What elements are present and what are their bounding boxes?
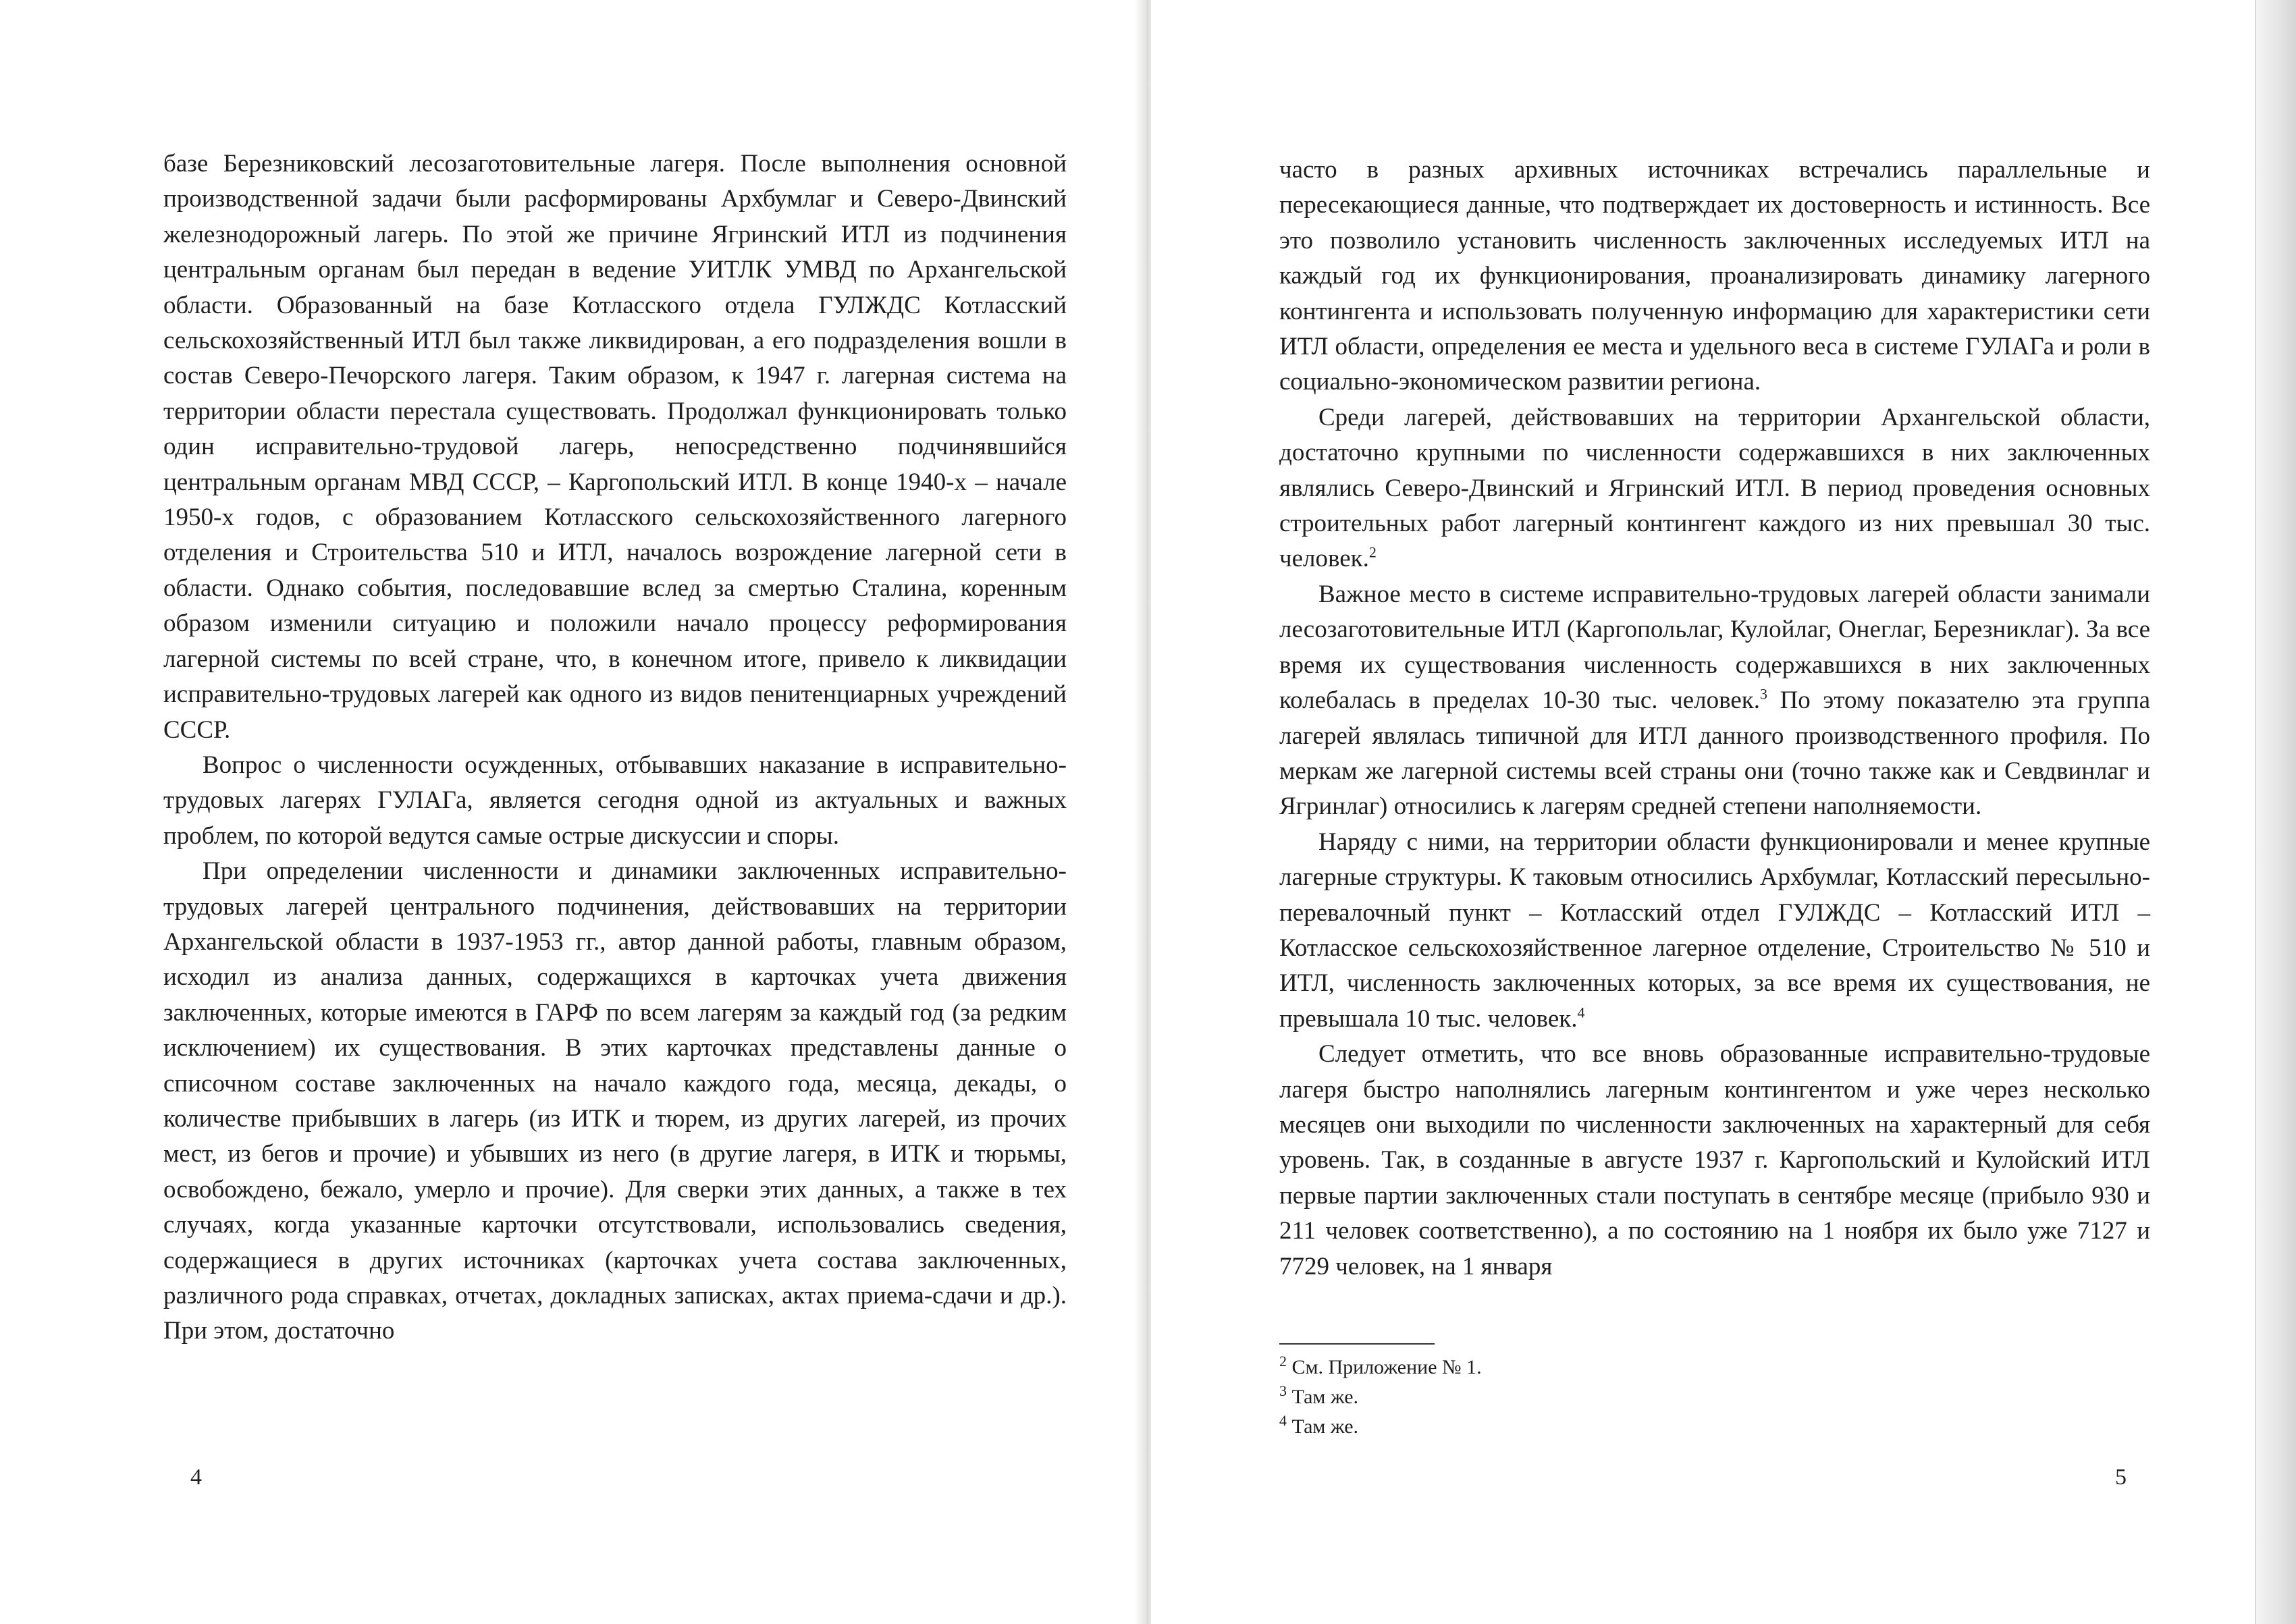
footnote-mark: 2 (1279, 1353, 1287, 1370)
page-number: 4 (190, 1465, 202, 1490)
footnote (1279, 1353, 1887, 1382)
paragraph-text: часто в разных архивных источниках встречались параллельные и пересекающиеся данные, что подтверждает их достоверность и истинность. Все это позволило установить численность заключенных исследуемых ИТЛ на каждый год их функционирования, проанализировать динамику лагерного контингента и использовать полученную информацию для характеристики сети ИТЛ области, определения ее места и удельного веса в системе ГУЛАГа и роли в социально-экономическом развитии региона. (1279, 156, 2150, 396)
paragraph-text: Следует отметить, что все вновь образованные исправительно-трудовые лагеря быстро наполнялись лагерным контингентом и уже через несколько месяцев они выходили по численности заключенных на характерный для себя уровень. Так, в созданные в августе 1937 г. Каргопольский и Кулойский ИТЛ первые партии заключенных стали поступать в сентябре месяце (прибыло 930 и 211 человек соответственно), а по состоянию на 1 ноября их было уже 7127 и 7729 человек, на 1 января (1279, 1040, 2150, 1280)
footnote-ref: 3 (1759, 685, 1767, 703)
footnote-ref: 2 (1368, 544, 1377, 562)
footnote (1279, 1382, 1887, 1412)
right-page (1151, 0, 2258, 1624)
paragraph-text: Среди лагерей, действовавших на территории Архангельской области, достаточно крупными по численности содержавшихся в них заключенных являлись Северо-Двинский и Ягринский ИТЛ. В период проведения основных строительных работ лагерный контингент каждого из них превышал 30 тыс. человек. (1279, 403, 2150, 573)
paragraph-text: По этому показателю эта группа лагерей являлась типичной для ИТЛ данного производственного профиля. По меркам же лагерной системы всей страны они (точно также как и Севдвинлаг и Ягринлаг) относились к лагерям средней степени наполняемости. (1279, 686, 2150, 821)
left-page (0, 0, 1144, 1624)
paragraph (1279, 400, 2150, 577)
footnote-text: См. Приложение № 1. (1291, 1356, 1482, 1378)
footnote-mark: 4 (1279, 1412, 1287, 1429)
footnote-text: Там же. (1291, 1386, 1359, 1408)
paragraph: базе Березниковский лесозаготовительные лагеря. После выполнения основной производственной задачи были расформированы Архбумлаг и Северо-Двинский железнодорожный лагерь. По этой же причине Ягринский ИТЛ из подчинения центральным органам был передан в ведение УИТЛК УМВД по Архангельской области. Образованный на базе Котласского отдела ГУЛЖДС Котласский сельскохозяйственный ИТЛ был также ликвидирован, а его подразделения вошли в состав Северо-Печорского лагеря. Таким образом, к 1947 г. лагерная система на территории области перестала существовать. Продолжал функционировать только один исправительно-трудовой лагерь, непосредственно подчинявшийся центральным органам МВД СССР, – Каргопольский ИТЛ. В конце 1940-х – начале 1950-х годов, с образованием Котласского сельскохозяйственного лагерного отделения и Строительства 510 и ИТЛ, началось возрождение лагерной сети в области. Однако события, последовавшие вслед за смертью Сталина, коренным образом изменили ситуацию и положили начало процессу реформирования лагерной системы по всей стране, что, в конечном итоге, привело к ликвидации исправительно-трудовых лагерей как одного из видов пенитенциарных учреждений СССР. (163, 150, 1067, 744)
paragraph (1279, 1037, 2150, 1284)
paragraph: При определении численности и динамики заключенных исправительно-трудовых лагерей центрального подчинения, действовавших на территории Архангельской области в 1937-1953 гг., автор данной работы, главным образом, исходил из анализа данных, содержащихся в карточках учета движения заключенных, которые имеются в ГАРФ по всем лагерям за каждый год (за редким исключением) их существования. В этих карточках представлены данные о списочном составе заключенных на начало каждого года, месяца, декады, о количестве прибывших в лагерь (из ИТК и тюрем, из других лагерей, из прочих мест, из бегов и прочие) и убывших из него (в другие лагеря, в ИТК и тюрьмы, освобождено, бежало, умерло и прочие). Для сверки этих данных, а также в тех случаях, когда указанные карточки отсутствовали, использовались сведения, содержащиеся в других источниках (карточках учета состава заключенных, различного рода справках, отчетах, докладных записках, актах приема-сдачи и др.). При этом, достаточно (163, 857, 1067, 1345)
paragraph-text: Наряду с ними, на территории области функционировали и менее крупные лагерные структуры. К таковым относились Архбумлаг, Котласский пересыльно-перевалочный пункт – Котласский отдел ГУЛЖДС – Котласский ИТЛ – Котласское сельскохозяйственное лагерное отделение, Строительство № 510 и ИТЛ, численность заключенных которых, за все время их существования, не превышала 10 тыс. человек. (1279, 828, 2150, 1033)
footnotes (1279, 1353, 1887, 1442)
paragraph (1279, 577, 2150, 825)
page-number: 5 (2115, 1465, 2127, 1490)
footnote (1279, 1412, 1887, 1442)
footnote-divider (1279, 1343, 1435, 1345)
paragraph: Вопрос о численности осужденных, отбывавших наказание в исправительно-трудовых лагерях ГУЛАГа, является сегодня одной из актуальных и важных проблем, по которой ведутся самые острые дискуссии и споры. (163, 751, 1067, 850)
page-edge-stack (2255, 0, 2296, 1624)
paragraph (1279, 153, 2150, 400)
footnote-text: Там же. (1291, 1415, 1359, 1438)
footnote-ref: 4 (1577, 1004, 1585, 1021)
paragraph-text: Важное место в системе исправительно-трудовых лагерей области занимали лесозаготовительные ИТЛ (Каргопольлаг, Кулойлаг, Онеглаг, Березниклаг). За все время их существования численность содержавшихся в них заключенных колебалась в пределах 10-30 тыс. человек. (1279, 580, 2150, 715)
right-page-body (1279, 153, 2150, 1284)
left-page-body (163, 146, 1067, 1349)
paragraph (1279, 825, 2150, 1037)
footnote-mark: 3 (1279, 1382, 1287, 1399)
